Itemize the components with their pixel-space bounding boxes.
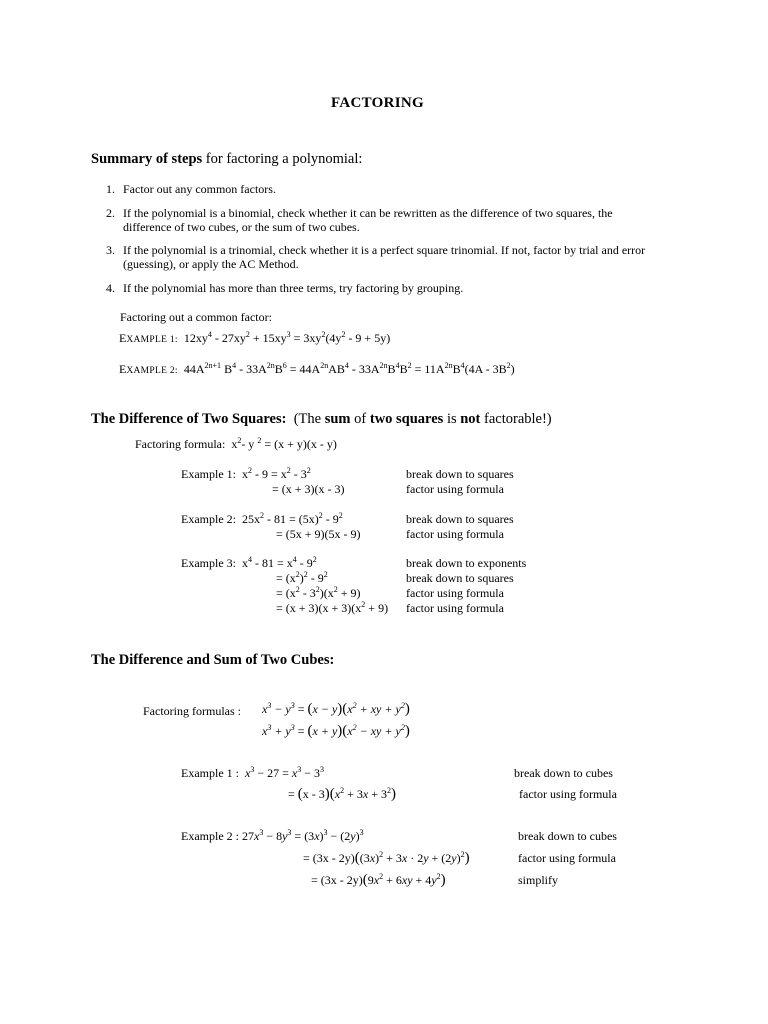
squares-example-3-step: = $(x^2)^2 - 9^2$	[276, 570, 328, 585]
note: break down to cubes	[514, 766, 613, 780]
summary-heading-bold: Summary of steps	[91, 151, 203, 167]
note: break down to cubes	[518, 829, 617, 843]
note: break down to squares	[406, 512, 514, 526]
squares-example-3: Example 3: $x^4 - 81 = x^4 - 9^2$	[181, 555, 317, 570]
squares-example-3-step: = $(x + 3)(x + 3)(x^2 + 9)$	[276, 600, 389, 615]
squares-formula: Factoring formula: $x^2-$ y $^2$ = (x + y)(x - y)	[135, 436, 337, 451]
step-text-3b: (guessing), or apply the AC Method.	[123, 257, 299, 271]
note: factor using formula	[406, 586, 504, 600]
example-common-2: EXAMPLE 2: $44A^{2n+1}$ $B^4 - 33A^{2n}B^6 = 44A^{2n}AB^4 - 33A^{2n}B^4B^2 = 11A^{2n}B^4(4A - 3B^2)$	[119, 361, 515, 376]
cubes-example-1: Example 1 : $x^3 - 27 = x^3 - 3^3$	[181, 765, 324, 780]
step-text-1: Factor out any common factors.	[123, 182, 276, 196]
step-number-2: 2.	[106, 206, 115, 220]
note: factor using formula	[518, 851, 616, 865]
page-title: FACTORING	[331, 95, 424, 111]
cubes-formula-sum: $x^3 + y^3 = (x + y)(x^2$ − xy + $y^2$)	[262, 723, 410, 739]
squares-example-2-step: = (5x + 9)(5x - 9)	[276, 527, 361, 541]
note: break down to squares	[406, 467, 514, 481]
step-number-3: 3.	[106, 243, 115, 257]
note: break down to exponents	[406, 556, 527, 570]
squares-example-1-step: = (x + 3)(x - 3)	[272, 482, 345, 496]
step-number-1: 1.	[106, 182, 115, 196]
example-common-1: EXAMPLE 1: $12xy^4 - 27xy^2 + 15xy^3 = 3xy^2(4y^2 - 9 + 5y)$	[119, 330, 391, 345]
cubes-example-2: Example 2 : $27x^3 - 8y^3 = (3x)^3 - (2y)^3$	[181, 828, 364, 843]
step-text-3a: If the polynomial is a trinomial, check whether it is a perfect square trinomial. If not, factor by trial and error	[123, 243, 646, 257]
step-text-2a: If the polynomial is a binomial, check whether it can be rewritten as the difference of two squares, the	[123, 206, 613, 220]
common-factor-label: Factoring out a common factor:	[120, 310, 272, 324]
note: simplify	[518, 873, 559, 887]
step-text-4: If the polynomial has more than three terms, try factoring by grouping.	[123, 281, 464, 295]
squares-heading: The Difference of Two Squares: (The sum of two squares is not factorable!)	[91, 411, 552, 427]
cubes-example-1-step: = $(x - 3)(x^2 + 3x + 3^2)$	[288, 786, 396, 802]
note: factor using formula	[406, 527, 504, 541]
squares-example-3-step: = $(x^2 - 3^2)(x^2 + 9)$	[276, 585, 361, 600]
note: factor using formula	[519, 787, 617, 801]
step-number-4: 4.	[106, 281, 115, 295]
cubes-formula-label: Factoring formulas :	[143, 704, 241, 718]
note: factor using formula	[406, 482, 504, 496]
summary-heading-rest: for factoring a polynomial:	[202, 151, 363, 167]
summary-heading	[91, 151, 362, 168]
cubes-formula-difference: $x^3 - y^3 = (x - y)(x^2$ + xy + $y^2$)	[262, 701, 410, 717]
step-text-2b: difference of two cubes, or the sum of two cubes.	[123, 220, 360, 234]
cubes-example-2-step: = $(3x - 2y)(9x^2 + 6xy + 4y^2)$	[311, 872, 446, 888]
note: break down to squares	[406, 571, 514, 585]
squares-example-1: Example 1: $x^2 - 9 = x^2 - 3^2$	[181, 466, 311, 481]
cubes-heading: The Difference and Sum of Two Cubes:	[91, 652, 335, 668]
squares-example-2: Example 2: $25x^2 - 81 = (5x)^2 - 9^2$	[181, 511, 343, 526]
cubes-example-2-step: = $(3x - 2y)((3x)^2 + 3x \cdot 2y + (2y)^2)$	[303, 850, 470, 866]
note: factor using formula	[406, 601, 504, 615]
